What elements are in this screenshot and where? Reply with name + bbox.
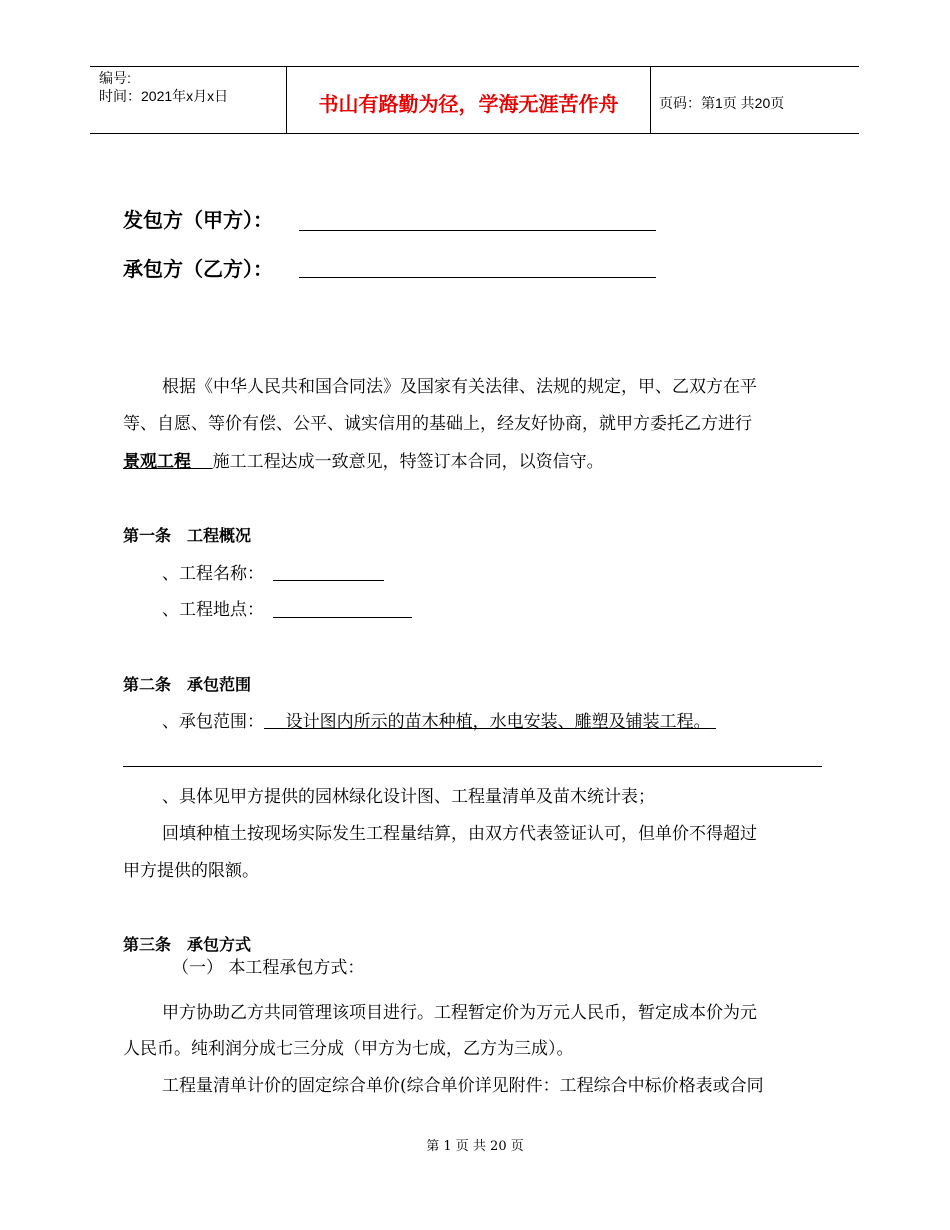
backfill-line-1: 回填种植土按现场实际发生工程量结算，由双方代表签证认可，但单价不得超过: [162, 824, 757, 844]
backfill-line-2: 甲方提供的限额。: [123, 861, 259, 881]
party-b-label: 承包方（乙方）：: [123, 257, 273, 281]
header-left-cell: [90, 67, 286, 133]
intro-line-3-rest: 施工工程达成一致意见，特签订本合同，以资信守。: [212, 452, 604, 472]
method-para-line-1: 甲方协助乙方共同管理该项目进行。工程暂定价为万元人民币，暂定成本价为元: [162, 1003, 757, 1023]
article-2-heading: 第二条 承包范围: [123, 675, 252, 694]
intro-line-1: 根据《中华人民共和国合同法》及国家有关法律、法规的规定，甲、乙双方在平: [162, 377, 757, 397]
project-location-blank[interactable]: [273, 617, 412, 618]
scope-label: 、承包范围：: [162, 712, 264, 732]
contract-method-subheading: （一） 本工程承包方式：: [172, 958, 365, 978]
scope-detail: 、具体见甲方提供的园林绿化设计图、工程量清单及苗木统计表；: [162, 787, 655, 807]
scope-value: 设计图内所示的苗木种植，水电安装、雕塑及铺装工程。: [285, 712, 711, 732]
scope-line: [162, 711, 716, 733]
pricing-para-line-1: 工程量清单计价的固定综合单价(综合单价详见附件：工程综合中标价格表或合同: [162, 1076, 764, 1096]
project-name-label: 、工程名称：: [162, 564, 264, 584]
number-label: 编号:: [99, 70, 131, 86]
method-para-line-2: 人民币。纯利润分成七三分成（甲方为七成，乙方为三成）。: [123, 1039, 574, 1059]
intro-line-2: 等、自愿、等价有偿、公平、诚实信用的基础上，经友好协商，就甲方委托乙方进行: [123, 414, 752, 434]
page-footer: 第 1 页 共 20 页: [426, 1139, 524, 1154]
scope-value-pad-end: [711, 712, 716, 732]
project-type: 景观工程: [123, 452, 191, 472]
article-1-heading: 第一条 工程概况: [123, 526, 252, 545]
party-b-blank[interactable]: [299, 277, 656, 278]
scope-continuation-blank[interactable]: [123, 766, 822, 767]
header-right-cell: [650, 67, 859, 133]
party-a-label: 发包方（甲方）：: [123, 208, 273, 232]
intro-line-3: [123, 451, 604, 473]
scope-value-pad: [264, 712, 286, 732]
header-motto-cell: [286, 67, 651, 133]
time-label: 时间：2021年x月x日: [99, 88, 229, 104]
project-type-underline-pad: [191, 452, 213, 472]
article-3-heading: 第三条 承包方式: [123, 935, 252, 954]
project-name-blank[interactable]: [273, 580, 384, 581]
motto-text: 书山有路勤为径，学海无涯苦作舟: [318, 92, 619, 116]
party-a-blank[interactable]: [299, 230, 656, 231]
page-code: 页码：第1页 共20页: [659, 95, 785, 111]
document-header: [90, 66, 859, 134]
project-location-label: 、工程地点：: [162, 600, 264, 620]
